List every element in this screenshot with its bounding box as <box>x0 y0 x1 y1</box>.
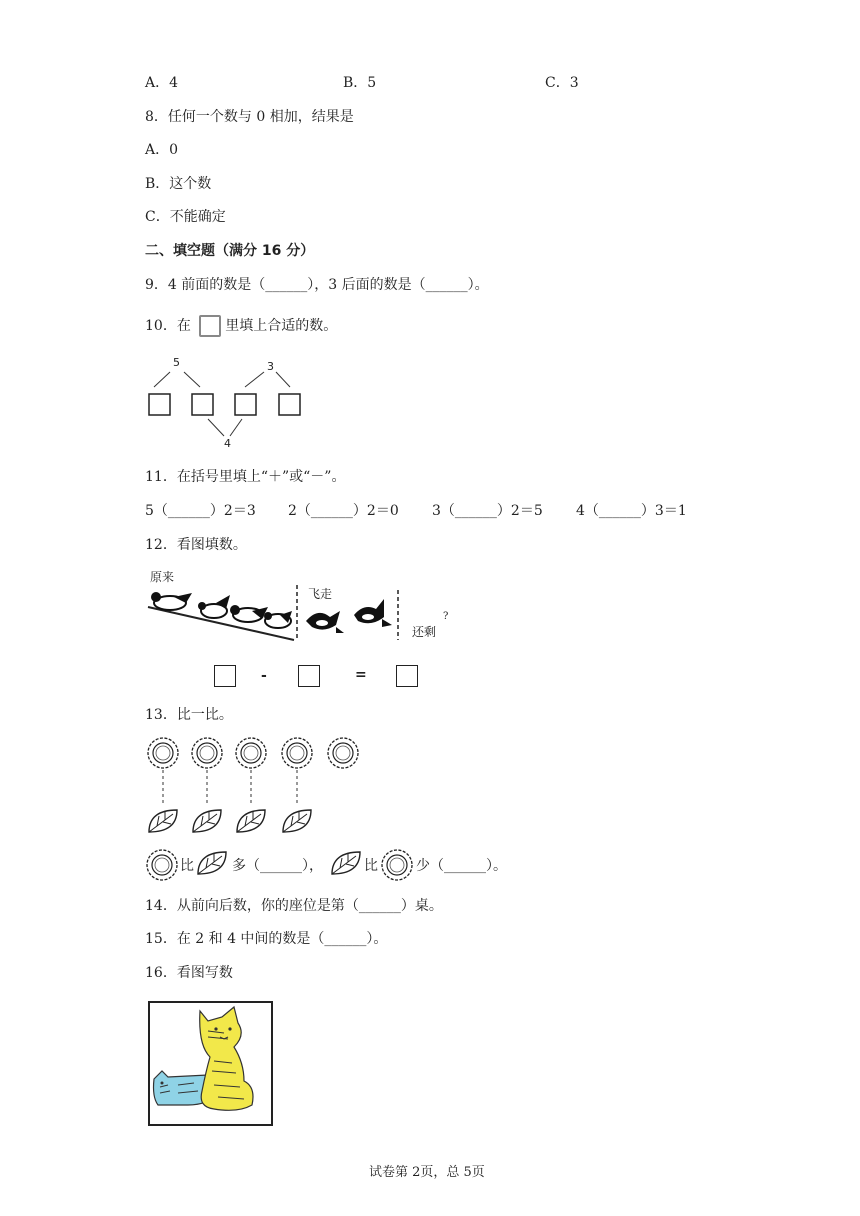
flower-icon <box>192 738 222 768</box>
leaf-icon <box>330 849 362 879</box>
answer-box[interactable] <box>214 665 236 687</box>
option-c: C．3 <box>545 75 579 91</box>
question-14: 14．从前向后数，你的座位是第（______）桌。 <box>145 898 443 914</box>
answer-box[interactable] <box>396 665 418 687</box>
page-footer: 试卷第 2页，总 5页 <box>369 1165 485 1180</box>
leaf-icon <box>196 849 228 879</box>
number-bond-figure <box>140 352 320 448</box>
bond-number-top-left: 5 <box>173 356 180 369</box>
flower-icon <box>380 848 414 882</box>
question-13-stem: 13．比一比。 <box>145 707 233 723</box>
leaf-icon <box>149 810 177 832</box>
answer-box[interactable] <box>149 394 170 415</box>
answer-box-icon <box>199 315 221 337</box>
question-10-prefix: 10．在 <box>145 318 191 334</box>
compare-word: 比 <box>364 858 378 874</box>
equation-item: 3（______）2＝5 <box>432 503 543 519</box>
bond-number-top-right: 3 <box>267 360 274 373</box>
equals-sign: = <box>355 667 367 683</box>
label-remaining: 还剩 <box>412 625 437 639</box>
compare-less-text: 少（______）。 <box>416 858 507 874</box>
answer-box[interactable] <box>279 394 300 415</box>
label-flew-away: 飞走 <box>308 587 333 601</box>
label-question-mark: ? <box>443 611 449 622</box>
flower-icon <box>145 848 179 882</box>
question-10 <box>145 315 337 337</box>
option-a: A．4 <box>145 75 179 91</box>
flying-bird-icon <box>306 611 344 633</box>
question-9: 9．4 前面的数是（______），3 后面的数是（______）。 <box>145 277 489 293</box>
answer-box[interactable] <box>298 665 320 687</box>
flower-icon <box>148 738 178 768</box>
question-11-stem: 11．在括号里填上“＋”或“－”。 <box>145 469 346 485</box>
question-12-stem: 12．看图填数。 <box>145 537 247 553</box>
answer-box[interactable] <box>235 394 256 415</box>
flower-icon <box>282 738 312 768</box>
section-title: 二、填空题（满分 16 分） <box>145 243 315 259</box>
flying-bird-icon <box>354 599 392 627</box>
option-a: A．0 <box>145 142 179 158</box>
equation-item: 2（______）2＝0 <box>288 503 399 519</box>
flower-icon <box>236 738 266 768</box>
leaf-icon <box>193 810 221 832</box>
question-15: 15．在 2 和 4 中间的数是（______）。 <box>145 931 388 947</box>
option-c: C．不能确定 <box>145 209 226 225</box>
equation-item: 4（______）3＝1 <box>576 503 687 519</box>
bird-icon <box>230 605 268 622</box>
question-10-suffix: 里填上合适的数。 <box>225 318 338 334</box>
bird-icon <box>151 592 192 610</box>
birds-illustration <box>148 585 408 645</box>
question-8-stem: 8．任何一个数与 0 相加，结果是 <box>145 109 354 125</box>
leaf-icon <box>237 810 265 832</box>
minus-sign: - <box>261 668 267 684</box>
bird-icon <box>198 595 230 618</box>
cats-illustration <box>148 1001 273 1126</box>
compare-figure <box>142 732 372 842</box>
option-b: B．5 <box>343 75 377 91</box>
answer-box[interactable] <box>192 394 213 415</box>
label-original: 原来 <box>150 570 175 584</box>
compare-word: 比 <box>180 858 194 874</box>
option-b: B．这个数 <box>145 176 212 192</box>
compare-more-text: 多（______）， <box>232 858 323 874</box>
flower-icon <box>328 738 358 768</box>
bond-number-bottom: 4 <box>224 437 231 450</box>
leaf-icon <box>283 810 311 832</box>
equation-item: 5（______）2＝3 <box>145 503 256 519</box>
bird-icon <box>264 611 292 628</box>
question-16: 16．看图写数 <box>145 965 233 981</box>
